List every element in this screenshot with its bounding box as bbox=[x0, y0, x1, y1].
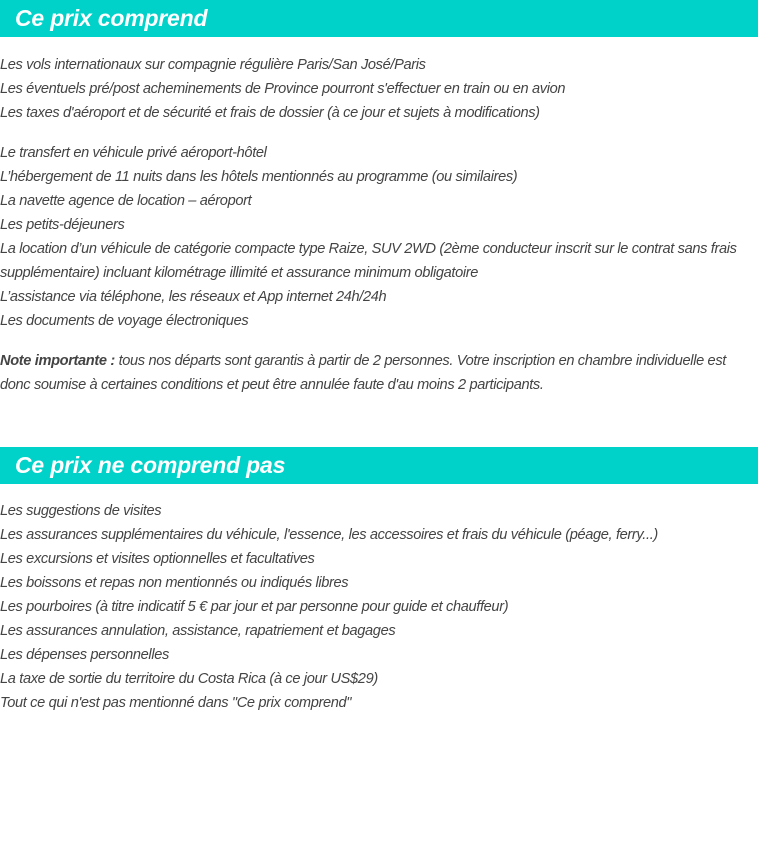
included-title: Ce prix comprend bbox=[15, 5, 208, 31]
list-item: L’assistance via téléphone, les réseaux et App internet 24h/24h bbox=[0, 289, 387, 305]
list-item: Les assurances annulation, assistance, rapatriement et bagages bbox=[0, 623, 396, 639]
list-item: Les petits-déjeuners bbox=[0, 217, 125, 233]
list-item: Les boissons et repas non mentionnés ou indiqués libres bbox=[0, 575, 349, 591]
list-item: Les éventuels pré/post acheminements de Province pourront s'effectuer en train ou en avion bbox=[0, 81, 566, 97]
list-item: Les assurances supplémentaires du véhicule, l'essence, les accessoires et frais du véhicule (péage, ferry...) bbox=[0, 527, 658, 543]
important-note-text: tous nos départs sont garantis à partir de 2 personnes. Votre inscription en chambre individuelle est donc soumise à certaines conditions et peut être annulée faute d'au moins 2 participants. bbox=[0, 353, 726, 393]
excluded-header-bar bbox=[0, 447, 758, 484]
list-item: Les documents de voyage électroniques bbox=[0, 313, 249, 329]
list-item: Les taxes d'aéroport et de sécurité et frais de dossier (à ce jour et sujets à modifications) bbox=[0, 105, 540, 121]
list-item: Tout ce qui n'est pas mentionné dans "Ce prix comprend" bbox=[0, 695, 352, 711]
list-item: Les pourboires (à titre indicatif 5 € par jour et par personne pour guide et chauffeur) bbox=[0, 599, 509, 615]
list-item: Les excursions et visites optionnelles et facultatives bbox=[0, 551, 315, 567]
list-item: Les vols internationaux sur compagnie régulière Paris/San José/Paris bbox=[0, 57, 426, 73]
list-item: La taxe de sortie du territoire du Costa Rica (à ce jour US$29) bbox=[0, 671, 378, 687]
excluded-section bbox=[0, 447, 758, 715]
list-item: L’hébergement de 11 nuits dans les hôtels mentionnés au programme (ou similaires) bbox=[0, 169, 518, 185]
included-list-services bbox=[0, 141, 758, 333]
excluded-title: Ce prix ne comprend pas bbox=[15, 452, 286, 478]
important-note bbox=[0, 349, 758, 397]
important-note-label: Note importante : bbox=[0, 353, 115, 369]
included-section bbox=[0, 0, 758, 397]
list-item: Les suggestions de visites bbox=[0, 503, 162, 519]
included-list-transport bbox=[0, 53, 758, 125]
list-item: Le transfert en véhicule privé aéroport-hôtel bbox=[0, 145, 267, 161]
included-header-bar bbox=[0, 0, 758, 37]
excluded-list bbox=[0, 499, 758, 715]
list-item: La navette agence de location – aéroport bbox=[0, 193, 252, 209]
list-item: Les dépenses personnelles bbox=[0, 647, 169, 663]
list-item: La location d’un véhicule de catégorie compacte type Raize, SUV 2WD (2ème conducteur inscrit sur le contrat sans frais supplémentaire) incluant kilométrage illimité et assurance minimum obligatoire bbox=[0, 241, 737, 281]
